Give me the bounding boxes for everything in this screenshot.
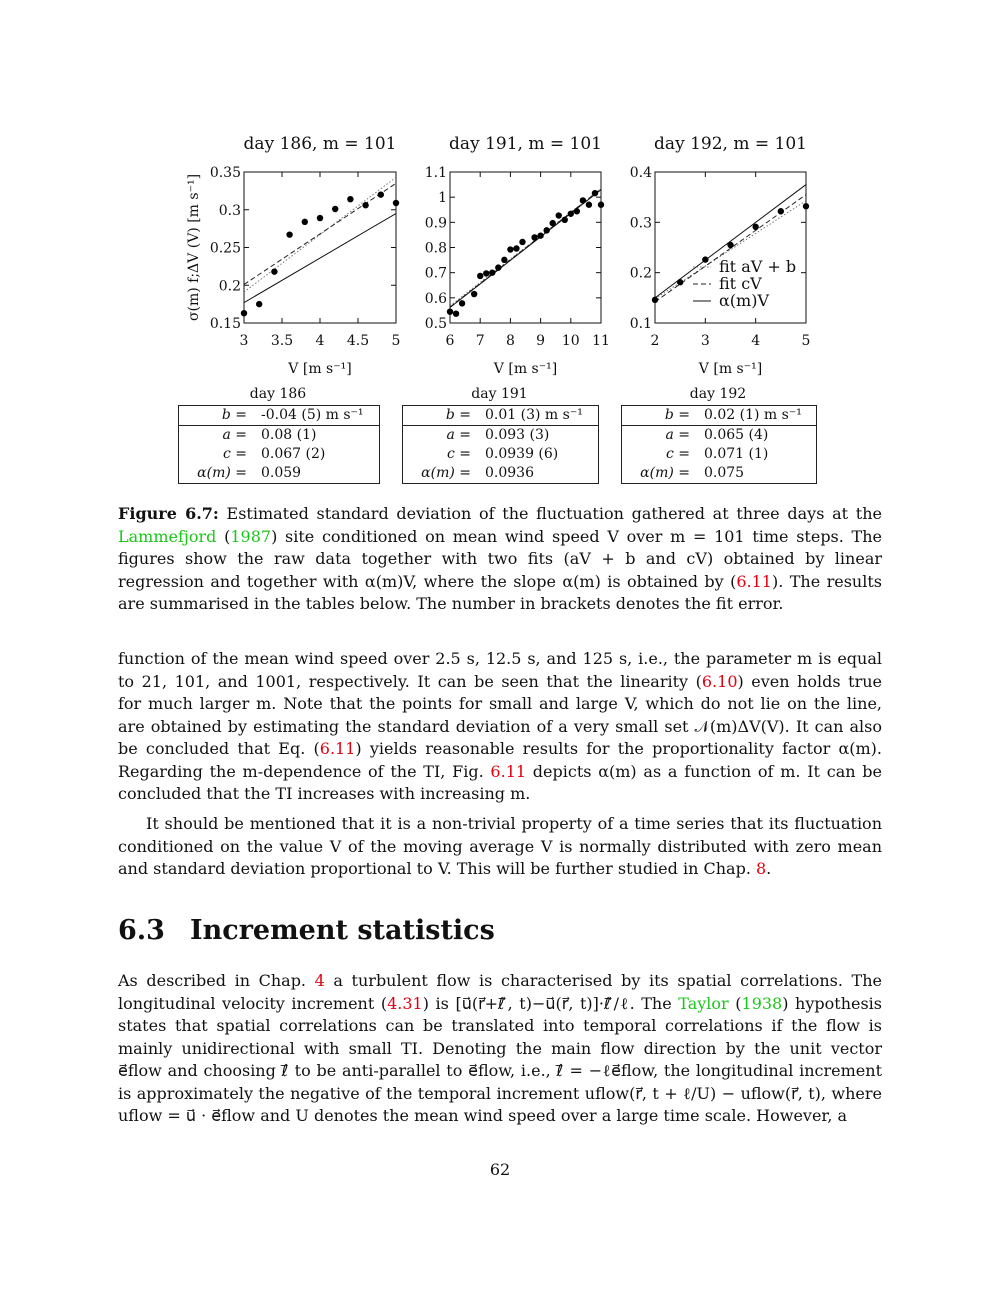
caption-text: (: [216, 526, 231, 546]
page-number: 62: [489, 1160, 511, 1179]
caption-label: Figure 6.7:: [118, 504, 219, 523]
x-axis-label: V [m s⁻¹]: [288, 361, 352, 377]
x-tick-label: 3.5: [270, 333, 294, 349]
citation-lammefjord[interactable]: Lammefjord: [118, 526, 217, 546]
table-row: [622, 406, 816, 426]
data-point: [393, 200, 399, 206]
section-number: 6.3: [118, 915, 165, 946]
data-point: [495, 264, 501, 270]
citation-year-1987[interactable]: 1987: [230, 526, 272, 546]
table-row: [179, 464, 379, 483]
table-key: a =: [446, 427, 471, 443]
data-point: [574, 208, 580, 214]
data-point: [702, 256, 708, 262]
text-line: [118, 1060, 882, 1083]
text-run: It should be mentioned that it is a non-trivial property of a time series that its fluctuation: [146, 814, 882, 833]
text-line: [118, 858, 882, 881]
data-point: [286, 231, 292, 237]
data-point: [549, 220, 555, 226]
text-run: for much larger m. Note that the points for small and large V, which do not lie on the line,: [118, 694, 882, 713]
text-run: conditioned on the value V of the moving average V is normally distributed with zero mean: [118, 836, 882, 856]
equation-ref-6-11[interactable]: 6.11: [736, 571, 772, 591]
text-run: are obtained by estimating the standard deviation of a very small set 𝒩(m)ΔV(V). It can also: [118, 716, 882, 736]
cross-reference-link[interactable]: 8: [755, 859, 767, 878]
plot-day-192: [630, 134, 811, 377]
text-line: [118, 671, 882, 694]
table-value: 0.0936: [485, 465, 534, 481]
y-tick-label: 0.6: [424, 290, 447, 307]
data-point: [752, 224, 758, 230]
x-tick-label: 9: [536, 333, 546, 349]
text-run: longitudinal velocity increment (: [118, 993, 388, 1013]
plot-title: day 192, m = 101: [654, 134, 807, 154]
table-row: [403, 464, 598, 483]
data-point: [471, 291, 477, 297]
table-row: [403, 406, 598, 426]
table-row: [179, 406, 379, 426]
y-tick-label: 0.15: [209, 316, 241, 332]
y-tick-label: 1: [438, 190, 447, 207]
citation-link[interactable]: Taylor: [678, 993, 729, 1013]
x-axis-label: V [m s⁻¹]: [698, 361, 763, 377]
text-run: uflow = u⃗ · e⃗flow and U denotes the mean wind speed over a large time scale. However, a: [118, 1106, 848, 1125]
y-tick-label: 0.2: [629, 265, 652, 282]
table-key: a =: [222, 427, 247, 443]
text-line: [118, 836, 882, 859]
data-point: [513, 245, 519, 251]
data-point: [459, 300, 465, 306]
text-run: states that spatial correlations can be translated into temporal correlations if the flow is: [118, 1016, 882, 1035]
data-point: [477, 273, 483, 279]
text-run: ) is [u⃗(r⃗+ℓ⃗, t)−u⃗(r⃗, t)]·ℓ⃗/ℓ. The: [422, 993, 679, 1013]
table-value: 0.0939 (6): [485, 446, 559, 462]
data-point: [453, 310, 459, 316]
data-point: [483, 270, 489, 276]
y-tick-label: 0.5: [424, 316, 447, 332]
table-value: 0.01 (3) m s⁻¹: [485, 407, 583, 423]
text-line: [118, 1105, 882, 1128]
data-point: [332, 206, 338, 212]
x-tick-label: 7: [475, 333, 485, 349]
data-point: [501, 257, 507, 263]
table-value: 0.059: [261, 465, 302, 481]
text-run: ) hypothesis: [782, 993, 883, 1013]
data-point: [519, 239, 525, 245]
data-point: [302, 219, 308, 225]
data-point: [592, 190, 598, 196]
data-point: [241, 310, 247, 316]
legend-label: fit aV + b: [719, 257, 797, 276]
table-key: b =: [664, 407, 690, 423]
table-value: 0.075: [704, 465, 745, 481]
cross-reference-link[interactable]: 6.11: [319, 739, 356, 758]
text-run: (: [728, 993, 742, 1013]
fit-line-dotted: [244, 177, 396, 292]
data-point: [586, 202, 592, 208]
table-title: day 192: [689, 386, 747, 402]
data-point: [652, 297, 658, 303]
text-line: [118, 761, 882, 784]
data-point: [556, 212, 562, 218]
fit-results-table: [178, 405, 380, 484]
text-line: [118, 738, 882, 761]
text-run: be concluded that Eq. (: [118, 739, 320, 758]
fit-line-solid: [244, 214, 396, 303]
citation-link[interactable]: 1938: [741, 993, 783, 1013]
fit-results-table: [621, 405, 817, 484]
table-key: a =: [665, 427, 690, 443]
data-point: [531, 234, 537, 240]
y-axis-label: σ(m) f;ΔV (V) [m s⁻¹]: [186, 173, 202, 322]
y-tick-label: 0.25: [209, 240, 241, 257]
text-run: Regarding the m-dependence of the TI, Fig.: [118, 761, 491, 781]
data-point: [803, 203, 809, 209]
table-key: c =: [665, 446, 690, 462]
text-run: ) even holds true: [737, 671, 883, 691]
x-tick-label: 11: [592, 333, 610, 349]
figure-plots: [0, 0, 1000, 390]
text-run: a turbulent flow is characterised by its spatial correlations. The: [324, 971, 882, 990]
paragraph-3: [118, 970, 882, 1128]
cross-reference-link[interactable]: 6.11: [490, 761, 527, 781]
table-key: α(m) =: [640, 465, 690, 481]
data-point: [580, 197, 586, 203]
x-tick-label: 5: [801, 333, 811, 349]
text-run: As described in Chap.: [118, 971, 315, 990]
plot-title: day 191, m = 101: [449, 134, 602, 154]
data-point: [568, 211, 574, 217]
table-key: b =: [221, 407, 247, 423]
table-value: 0.08 (1): [261, 427, 317, 443]
text-run: is approximately the negative of the temporal increment uflow(r⃗, t + ℓ/U) − uflow(r⃗, t), where: [118, 1083, 882, 1103]
x-tick-label: 4: [751, 333, 761, 349]
text-run: and standard deviation proportional to V. This will be further studied in Chap.: [118, 859, 756, 878]
table-key: b =: [445, 407, 471, 423]
y-tick-label: 0.8: [424, 240, 447, 257]
text-run: mainly unidirectional with small TI. Denoting the main flow direction by the unit vector: [118, 1038, 882, 1058]
x-tick-label: 2: [650, 333, 660, 349]
text-run: depicts α(m) as a function of m. It can be: [526, 761, 882, 781]
table-value: 0.071 (1): [704, 446, 769, 462]
y-tick-label: 0.2: [218, 278, 241, 295]
x-tick-label: 10: [561, 333, 580, 349]
legend-label: α(m)V: [719, 291, 770, 310]
text-line: [118, 1083, 882, 1106]
table-row: [403, 445, 598, 464]
y-tick-label: 0.7: [424, 265, 447, 282]
data-point: [537, 232, 543, 238]
section-heading: [118, 915, 495, 946]
text-run: e⃗flow and choosing ℓ⃗ to be anti-parallel to e⃗flow, i.e., ℓ⃗ = −ℓe⃗flow, the longitudinal increment: [118, 1061, 882, 1080]
table-title: day 191: [471, 386, 528, 402]
table-value: 0.067 (2): [261, 446, 326, 462]
x-tick-label: 5: [391, 333, 401, 349]
text-line: [118, 970, 882, 993]
text-run: .: [766, 859, 772, 878]
text-line: [118, 1015, 882, 1038]
plot-title: day 186, m = 101: [243, 134, 397, 154]
x-tick-label: 3: [700, 333, 710, 349]
data-point: [347, 196, 353, 202]
data-point: [317, 215, 323, 221]
data-point: [378, 191, 384, 197]
fit-line-solid: [450, 190, 601, 308]
text-run: to 21, 101, and 1001, respectively. It can be seen that the linearity (: [118, 671, 702, 691]
table-title: day 186: [249, 386, 307, 402]
cross-reference-link[interactable]: 6.10: [701, 671, 738, 691]
data-point: [362, 202, 368, 208]
fit-results-table: [402, 405, 599, 484]
x-tick-label: 6: [445, 333, 455, 349]
text-line: [118, 813, 882, 836]
data-point: [507, 246, 513, 252]
fit-line-dashed: [244, 183, 396, 284]
text-line: [118, 783, 882, 806]
y-tick-label: 0.3: [629, 215, 652, 232]
caption-text: Estimated standard deviation of the fluctuation gathered at three days at the: [218, 504, 882, 523]
cross-reference-link[interactable]: 4.31: [387, 993, 423, 1013]
paragraph-1: [118, 648, 882, 806]
y-tick-label: 0.3: [218, 202, 241, 219]
y-tick-label: 1.1: [424, 165, 447, 181]
data-point: [271, 268, 277, 274]
data-point: [489, 269, 495, 275]
data-point: [727, 242, 733, 248]
table-row: [622, 426, 816, 445]
x-tick-label: 4: [315, 333, 325, 349]
table-row: [622, 464, 816, 483]
text-run: concluded that the TI increases with increasing m.: [118, 784, 531, 803]
data-point: [543, 227, 549, 233]
paragraph-2: [118, 813, 882, 881]
text-line: [118, 993, 882, 1016]
caption-text: ) site conditioned on mean wind speed V over m = 101 time steps. The figures show the raw data together with two fits (aV + b and cV) obtained by linear regression and together with α(m)V, where the slope α(m) is obtained by (: [118, 526, 883, 591]
data-point: [598, 202, 604, 208]
table-key: c =: [446, 446, 471, 462]
data-point: [778, 208, 784, 214]
text-line: [118, 716, 882, 739]
y-tick-label: 0.9: [424, 215, 447, 232]
data-point: [562, 217, 568, 223]
plot-day-191: [425, 134, 610, 377]
table-row: [622, 445, 816, 464]
section-title: Increment statistics: [190, 915, 495, 946]
caption-text: ). The results are summarised in the tables below. The number in brackets denotes the fit error.: [118, 571, 882, 613]
table-value: 0.02 (1) m s⁻¹: [704, 407, 802, 423]
y-tick-label: 0.4: [629, 165, 652, 181]
plot-day-186: [186, 134, 400, 377]
cross-reference-link[interactable]: 4: [314, 971, 325, 990]
text-line: [118, 693, 882, 716]
data-point: [256, 301, 262, 307]
table-value: 0.065 (4): [704, 427, 769, 443]
table-key: α(m) =: [421, 465, 471, 481]
table-value: -0.04 (5) m s⁻¹: [261, 407, 364, 423]
x-axis-label: V [m s⁻¹]: [493, 361, 558, 377]
figure-caption: [118, 503, 882, 616]
y-tick-label: 0.1: [629, 316, 652, 332]
data-point: [447, 308, 453, 314]
text-run: function of the mean wind speed over 2.5 s, 12.5 s, and 125 s, i.e., the parameter m is equal: [118, 649, 882, 668]
table-key: c =: [222, 446, 247, 462]
table-row: [403, 426, 598, 445]
table-key: α(m) =: [197, 465, 247, 481]
text-line: [118, 1038, 882, 1061]
data-point: [677, 279, 683, 285]
table-value: 0.093 (3): [485, 427, 550, 443]
text-run: ) yields reasonable results for the proportionality factor α(m).: [355, 739, 883, 758]
table-row: [179, 426, 379, 445]
legend-label: fit cV: [719, 274, 762, 293]
table-row: [179, 445, 379, 464]
x-tick-label: 4.5: [346, 333, 370, 349]
y-tick-label: 0.35: [209, 165, 241, 181]
x-tick-label: 8: [505, 333, 515, 349]
text-line: [118, 648, 882, 671]
x-tick-label: 3: [239, 333, 249, 349]
